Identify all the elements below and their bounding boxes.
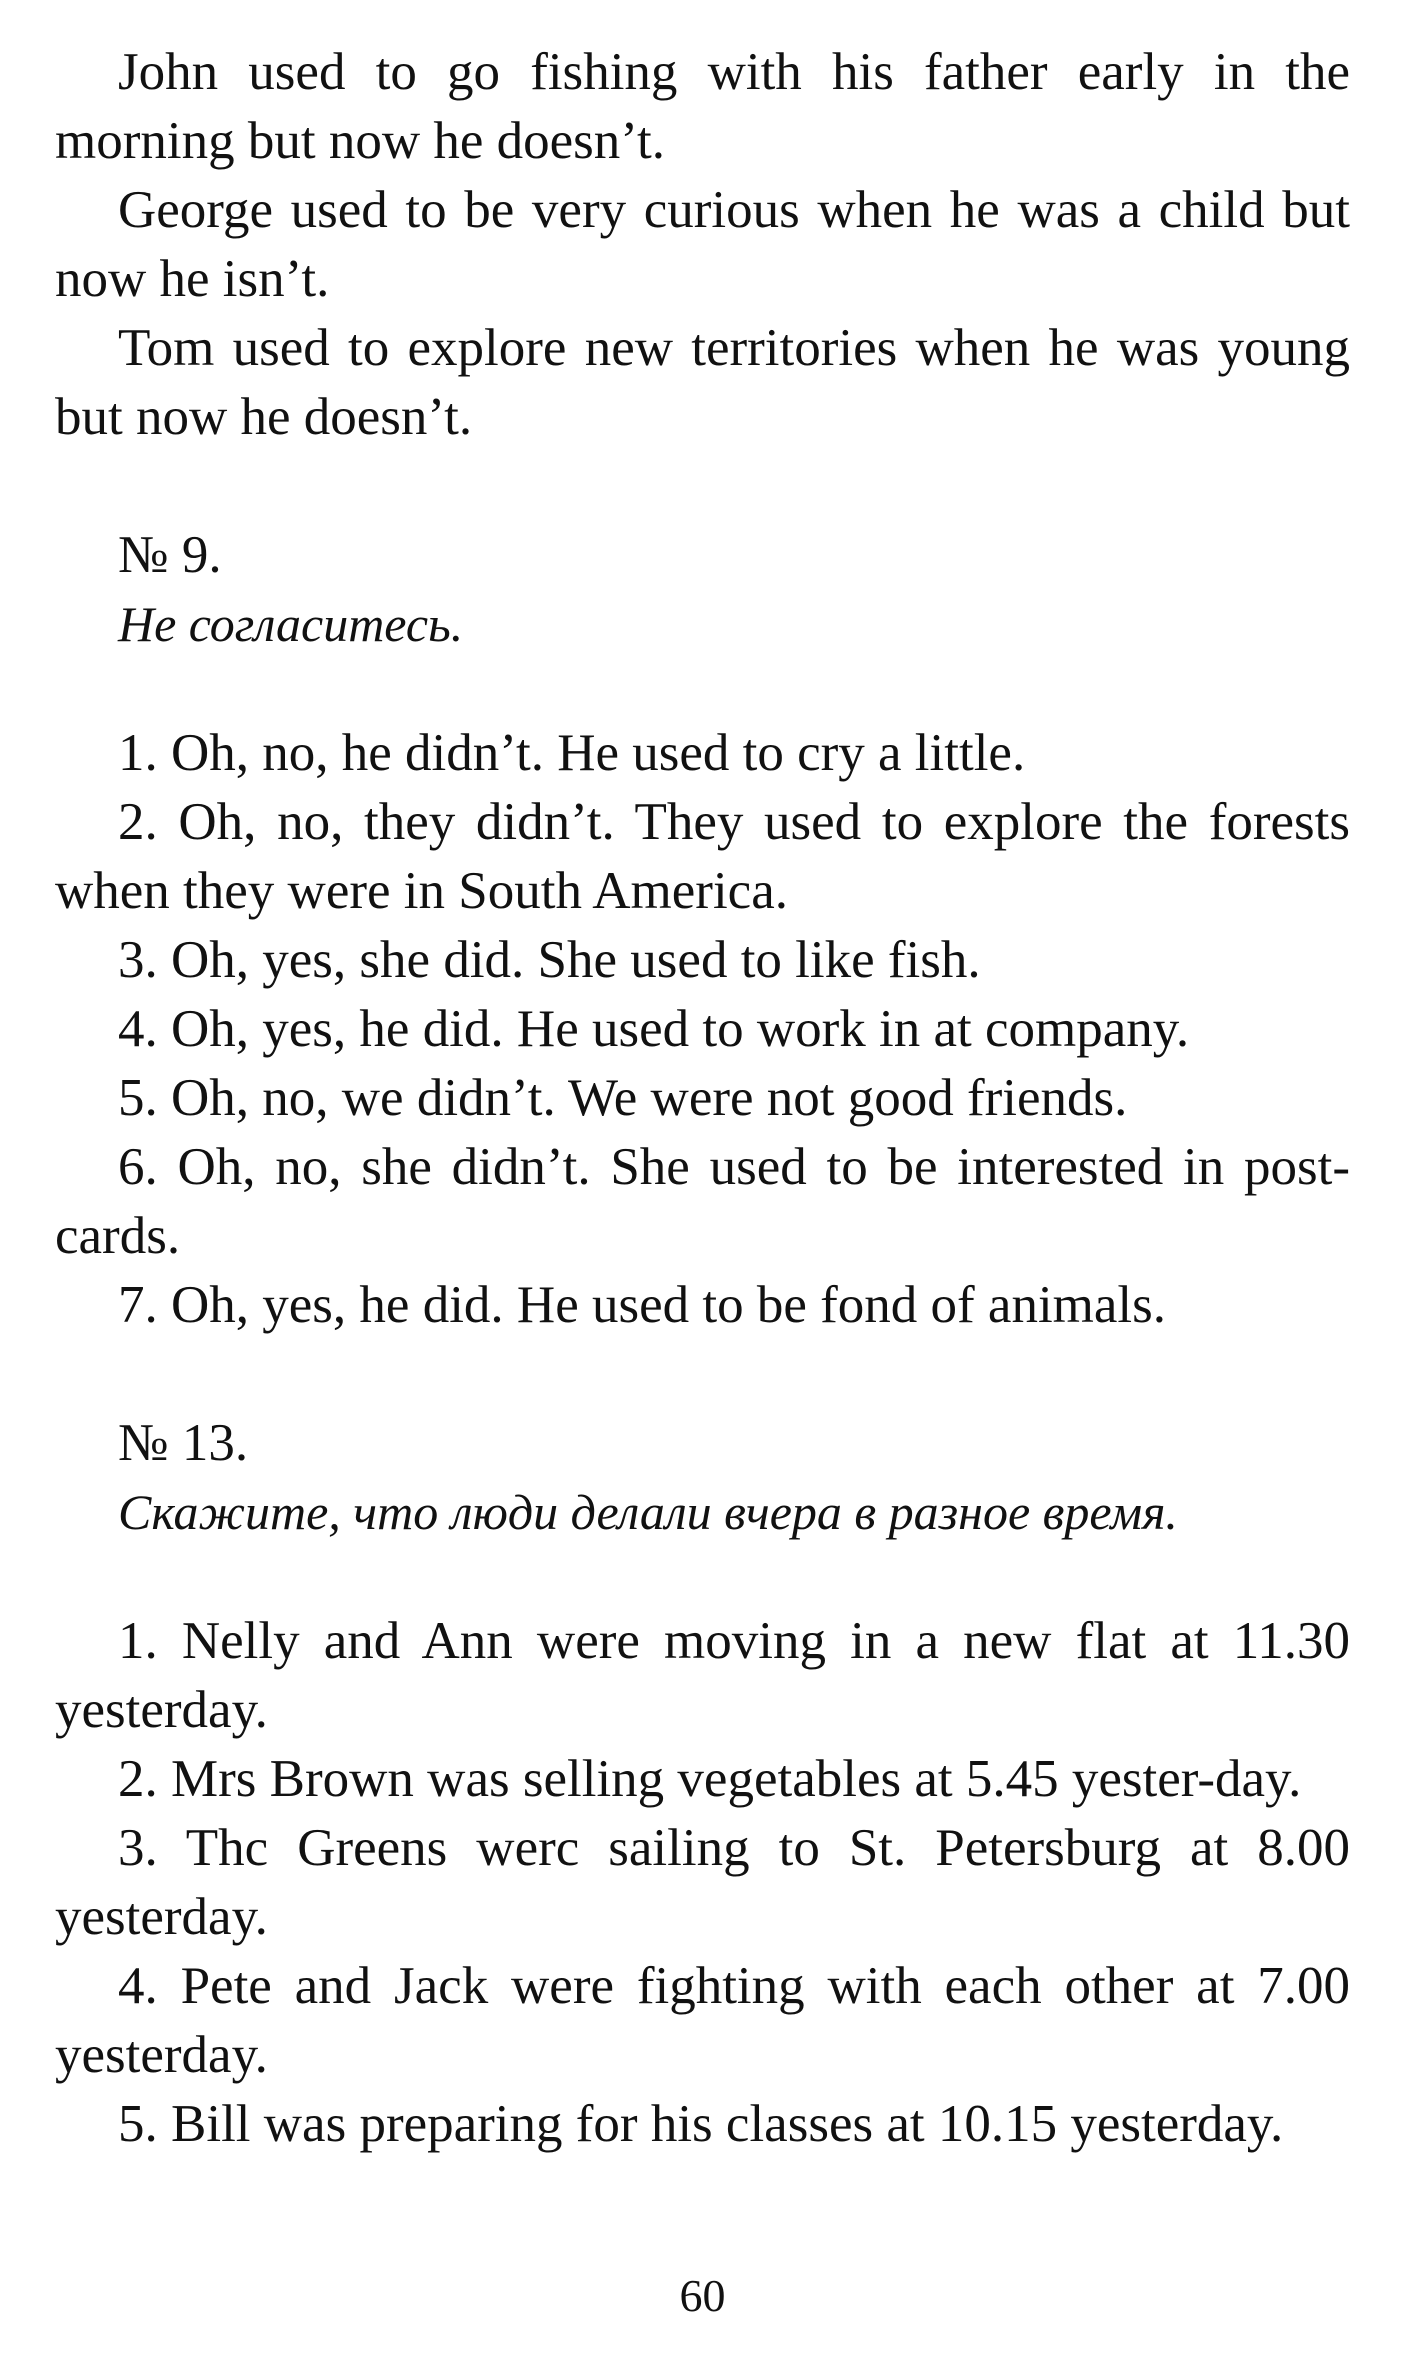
section-spacer <box>55 659 1350 719</box>
answer-item: 3. Thc Greens werc sailing to St. Petersburg at 8.00 yesterday. <box>55 1819 1350 1946</box>
answer-item: 2. Oh, no, they didn’t. They used to explore the forests when they were in South America. <box>55 793 1350 920</box>
exercise-9 <box>55 521 1350 1340</box>
intro-paragraph: John used to go fishing with his father early in the morning but now he doesn’t. <box>55 43 1350 170</box>
section-spacer <box>55 1340 1350 1409</box>
answer-item: 4. Pete and Jack were fighting with each other at 7.00 yesterday. <box>55 1957 1350 2084</box>
answer-item: 6. Oh, no, she didn’t. She used to be interested in post-cards. <box>55 1138 1350 1265</box>
answer-item: 7. Oh, yes, he did. He used to be fond of animals. <box>118 1276 1167 1334</box>
section-spacer <box>55 452 1350 521</box>
exercise-instruction: Скажите, что люди делали вчера в разное время. <box>118 1484 1178 1540</box>
answer-item: 5. Oh, no, we didn’t. We were not good friends. <box>118 1069 1128 1127</box>
exercise-13 <box>55 1409 1350 2159</box>
section-spacer <box>55 1547 1350 1607</box>
intro-paragraph: Tom used to explore new territories when he was young but now he doesn’t. <box>55 319 1350 446</box>
page-content <box>55 38 1350 2159</box>
intro-paragraph: George used to be very curious when he was a child but now he isn’t. <box>55 181 1350 308</box>
exercise-number: № 9. <box>118 526 222 584</box>
answer-item: 1. Nelly and Ann were moving in a new flat at 11.30 yesterday. <box>55 1612 1350 1739</box>
answer-item: 4. Oh, yes, he did. He used to work in at company. <box>118 1000 1190 1058</box>
exercise-number: № 13. <box>118 1414 249 1472</box>
exercise-instruction: Не согласитесь. <box>118 596 464 652</box>
answer-item: 2. Mrs Brown was selling vegetables at 5.45 yester-day. <box>118 1750 1302 1808</box>
answer-item: 1. Oh, no, he didn’t. He used to cry a little. <box>118 724 1026 782</box>
answer-item: 5. Bill was preparing for his classes at 10.15 yesterday. <box>118 2095 1284 2153</box>
page-number: 60 <box>679 2270 726 2321</box>
answer-item: 3. Oh, yes, she did. She used to like fish. <box>118 931 981 989</box>
